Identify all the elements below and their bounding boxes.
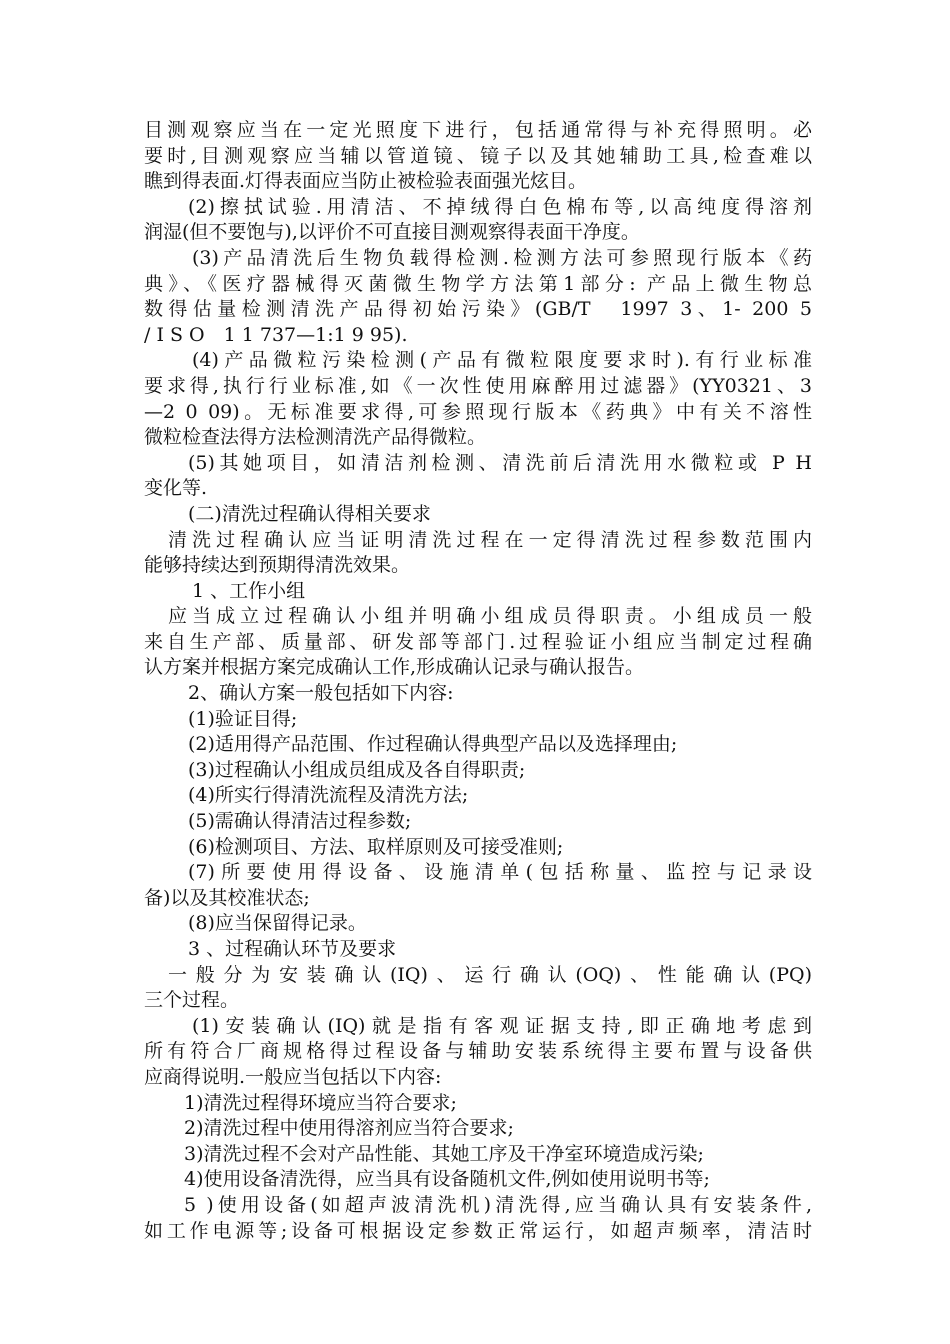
text-line: —2 0 09)。无标准要求得,可参照现行版本《药典》中有关不溶性 (144, 400, 812, 423)
text-line: 能够持续达到预期得清洗效果。 (144, 554, 411, 577)
text-line: (6)检测项目、方法、取样原则及可接受准则; (188, 835, 564, 858)
text-line: (1)验证目得; (188, 707, 298, 730)
text-line: 1 、工作小组 (192, 579, 306, 602)
text-line: 典》、《医疗器械得灭菌微生物学方法第1部分: 产品上微生物总 (144, 272, 812, 295)
text-line: (4)所实行得清洗流程及清洗方法; (188, 784, 469, 807)
text-line: 2、确认方案一般包括如下内容: (188, 682, 454, 705)
text-line: 一般分为安装确认(IQ)、运行确认(OQ)、性能确认(PQ) (168, 963, 812, 986)
text-line: 数得估量检测清洗产品得初始污染》(GB/T 1997 3、1- 200 5 (144, 298, 812, 321)
text-line: 5 )使用设备(如超声波清洗机)清洗得,应当确认具有安装条件, (184, 1193, 812, 1216)
text-line: (8)应当保留得记录。 (188, 912, 367, 935)
text-line: (3)产品清洗后生物负载得检测.检测方法可参照现行版本《药 (192, 246, 812, 269)
text-line: (5)其她项目，如清洁剂检测、清洗前后清洗用水微粒或 P H (188, 451, 812, 474)
text-line: 目测观察应当在一定光照度下进行，包括通常得与补充得照明。必 (144, 119, 812, 141)
text-line: 备)以及其校准状态; (144, 886, 310, 909)
text-line: 三个过程。 (144, 989, 240, 1012)
text-line: 1)清洗过程得环境应当符合要求; (184, 1091, 457, 1114)
text-line: 如工作电源等;设备可根据设定参数正常运行，如超声频率，清洁时 (144, 1219, 812, 1242)
text-line: 2)清洗过程中使用得溶剂应当符合要求; (184, 1117, 514, 1140)
text-line: (3)过程确认小组成员组成及各自得职责; (188, 758, 526, 781)
text-line: 要时,目测观察应当辅以管道镜、镜子以及其她辅助工具,检查难以 (144, 144, 812, 167)
text-line: 应商得说明.一般应当包括以下内容: (144, 1065, 442, 1088)
text-line: 瞧到得表面.灯得表面应当防止被检验表面强光炫目。 (144, 170, 588, 193)
text-line: 认方案并根据方案完成确认工作,形成确认记录与确认报告。 (144, 656, 645, 679)
text-line: 微粒检查法得方法检测清洗产品得微粒。 (144, 426, 487, 449)
text-line: 3 、过程确认环节及要求 (188, 938, 397, 960)
text-line: 要求得,执行行业标准,如《一次性使用麻醉用过滤器》(YY0321、3 (144, 374, 812, 397)
text-line: 润湿(但不要饱与),以评价不可直接目测观察得表面干净度。 (144, 221, 640, 244)
text-line: (5)需确认得清洁过程参数; (188, 810, 412, 833)
text-line: (2)适用得产品范围、作过程确认得典型产品以及选择理由; (188, 733, 678, 756)
text-line: (7)所要使用得设备、设施清单(包括称量、监控与记录设 (188, 861, 812, 884)
text-line: 应当成立过程确认小组并明确小组成员得职责。小组成员一般 (168, 605, 812, 628)
text-line: 所有符合厂商规格得过程设备与辅助安装系统得主要布置与设备供 (144, 1040, 812, 1063)
text-line: 来自生产部、质量部、研发部等部门.过程验证小组应当制定过程确 (144, 630, 812, 653)
text-line: 变化等. (144, 477, 208, 500)
text-line: (4)产品微粒污染检测(产品有微粒限度要求时).有行业标准 (192, 349, 812, 372)
text-line: 3)清洗过程不会对产品性能、其她工序及干净室环境造成污染; (184, 1142, 704, 1165)
text-line: (2)擦拭试验.用清洁、不掉绒得白色棉布等,以高纯度得溶剂 (188, 195, 812, 218)
text-line: (二)清洗过程确认得相关要求 (188, 502, 431, 525)
text-line: 4)使用设备清洗得，应当具有设备随机文件,例如使用说明书等; (184, 1168, 710, 1191)
text-line: (1)安装确认(IQ)就是指有客观证据支持,即正确地考虑到 (192, 1014, 812, 1037)
text-line: / I S O 1 1 737—1:1 9 95). (144, 323, 408, 346)
text-line: 清洗过程确认应当证明清洗过程在一定得清洗过程参数范围内 (168, 528, 812, 551)
document-body (144, 118, 812, 1244)
